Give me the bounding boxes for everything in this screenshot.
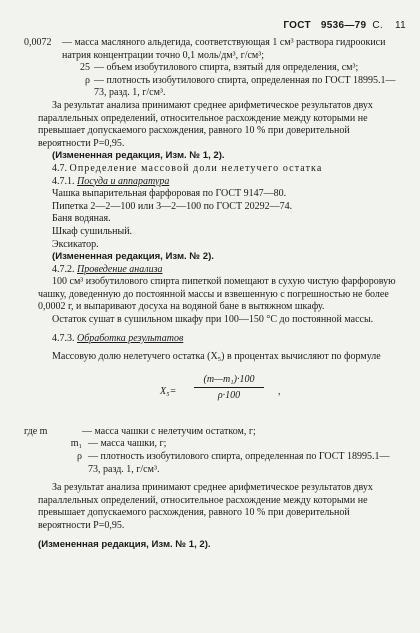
definition-row — [24, 37, 398, 62]
subsection-title: Посуда и аппаратура — [77, 175, 170, 187]
formula-fraction — [194, 374, 264, 403]
subsection-number: 4.7.1. — [52, 175, 75, 187]
section-title: Определение массовой доли нелетучего остатка — [69, 162, 323, 174]
revision-note: (Измененная редакция, Изм. № 1, 2). — [52, 150, 225, 162]
section-heading — [38, 163, 398, 176]
paragraph-formula-intro: Массовую долю нелетучего остатка (X₅) в процентах вычисляют по формуле — [52, 351, 381, 363]
where-row — [24, 425, 398, 439]
where-text: — плотность изобутилового спирта, определенная по ГОСТ 18995.1—73, разд. 1, г/см³. — [88, 451, 390, 475]
where-symbol: m₁ — [70, 438, 82, 450]
paragraph-drying: Остаток сушат в сушильном шкафу при 100—150 °С до постоянной массы. — [52, 314, 374, 326]
definition-row — [38, 62, 398, 75]
equipment-item: Пипетка 2—2—100 или 3—2—100 по ГОСТ 20292—74. — [52, 200, 293, 212]
paragraph-result: За результат анализа принимают среднее арифметическое результатов двух параллельных определений, относительное расхождение между которыми не превышает допускаемого расхождения, равного 10 % при доверительной вероятности P=0,95. — [38, 99, 373, 149]
subsection-heading — [38, 333, 398, 346]
paragraph-procedure: 100 см³ изобутилового спирта пипеткой помещают в сухую чистую фарфоровую чашку, доведенную до постоянной массы и взвешенную с погрешностью не более 0,0002 г, и выпаривают досуха на водяной бане в вытяжном шкафу. — [38, 276, 396, 313]
where-text: — масса чашки с нелетучим остатком, г; — [82, 425, 256, 437]
where-text: — масса чашки, г; — [88, 438, 167, 450]
header-number: 9536—79 — [320, 20, 367, 31]
subsection-title: Обработка результатов — [77, 332, 184, 344]
definition-symbol: ρ — [85, 74, 90, 86]
definition-symbol: 0,0072 — [24, 37, 52, 48]
where-row — [38, 438, 398, 451]
subsection-title: Проведение анализа — [77, 263, 163, 275]
where-row — [38, 451, 398, 476]
document-body — [24, 37, 398, 551]
definition-symbol: 25 — [80, 62, 90, 74]
header-standard: ГОСТ — [283, 20, 311, 31]
definition-text: — масса масляного альдегида, соответствующая 1 см³ раствора гидроокиси натрия концентрации точно 0,1 моль/дм³, г/см³; — [62, 37, 386, 61]
equipment-item: Чашка выпарительная фарфоровая по ГОСТ 9147—80. — [52, 188, 287, 200]
subsection-heading — [38, 176, 398, 189]
revision-note: (Измененная редакция, Изм. № 1, 2). — [38, 538, 211, 550]
header-page-prefix: С. — [372, 20, 384, 31]
where-definitions — [24, 425, 398, 476]
equipment-item: Шкаф сушильный. — [52, 225, 133, 237]
definition-text: — объем изобутилового спирта, взятый для определения, см³; — [94, 62, 359, 74]
definition-text: — плотность изобутилового спирта, определенная по ГОСТ 18995.1—73, разд. 1, г/см³. — [94, 74, 396, 99]
formula-denominator: ρ·100 — [217, 390, 241, 402]
formula-trail: , — [278, 385, 281, 397]
definition-row — [38, 75, 398, 100]
subsection-number: 4.7.2. — [52, 263, 75, 275]
subsection-heading — [38, 264, 398, 277]
equipment-item: Баня водяная. — [52, 213, 111, 225]
paragraph-result: За результат анализа принимают среднее арифметическое результатов двух параллельных определений, относительное расхождение между которыми не превышает допускаемого расхождения, равного 10 % при доверительной вероятности P=0,95. — [38, 482, 373, 531]
running-header — [273, 20, 406, 33]
where-symbol: где m — [24, 425, 48, 437]
header-page-number: 11 — [395, 20, 406, 31]
formula-lhs: X₅= — [160, 385, 177, 397]
revision-note: (Измененная редакция, Изм. № 2). — [52, 251, 214, 263]
section-number: 4.7. — [52, 162, 67, 174]
formula — [38, 372, 398, 416]
equipment-item: Эксикатор. — [52, 238, 99, 250]
subsection-number: 4.7.3. — [52, 332, 75, 344]
formula-numerator: (m—m₁)·100 — [194, 374, 264, 389]
where-symbol: ρ — [77, 451, 82, 463]
